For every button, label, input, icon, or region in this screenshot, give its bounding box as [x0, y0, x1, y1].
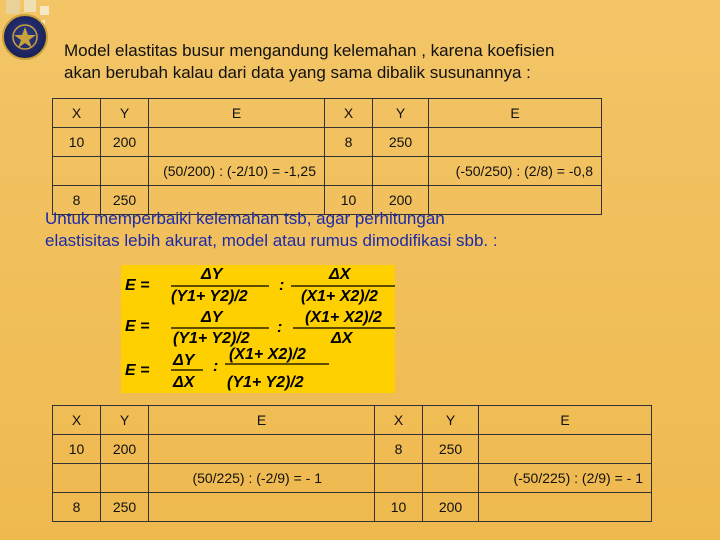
- cell: [53, 464, 101, 493]
- header-x: X: [53, 99, 101, 128]
- modification-note: [45, 208, 705, 252]
- elasticity-result: (50/225) : (-2/9) = - 1: [149, 464, 375, 493]
- cell: [375, 464, 423, 493]
- cell: [429, 128, 602, 157]
- header-e: E: [149, 406, 375, 435]
- cell: 10: [53, 435, 101, 464]
- slide-title: [64, 40, 714, 84]
- cell: 10: [53, 128, 101, 157]
- cell: 200: [101, 435, 149, 464]
- header-y: Y: [101, 99, 149, 128]
- header-e: E: [429, 99, 602, 128]
- title-line-1: Model elastitas busur mengandung kelemahan , karena koefisien: [64, 41, 555, 60]
- table-header-row: [53, 406, 652, 435]
- formula-box: [121, 265, 395, 393]
- decor-square: [24, 0, 36, 12]
- formula-colon-3: :: [213, 358, 219, 375]
- header-e: E: [479, 406, 652, 435]
- table-row: [53, 493, 652, 522]
- formula-yavg-2: (Y1+ Y2)/2: [173, 330, 250, 347]
- note-line-2: elastisitas lebih akurat, model atau rumus dimodifikasi sbb. :: [45, 231, 498, 250]
- cell: 250: [101, 493, 149, 522]
- cell: [53, 157, 101, 186]
- elasticity-result: (50/200) : (-2/10) = -1,25: [149, 157, 325, 186]
- decor-square: [6, 0, 20, 14]
- cell: [479, 493, 652, 522]
- formula-xavg-3: (X1+ X2)/2: [229, 346, 306, 363]
- cell: [101, 157, 149, 186]
- cell: 10: [325, 186, 373, 215]
- elasticity-table-1: [52, 98, 602, 215]
- formula-colon-1: :: [279, 277, 285, 294]
- cell: [479, 435, 652, 464]
- elasticity-result: (-50/250) : (2/8) = -0,8: [429, 157, 602, 186]
- cell: [423, 464, 479, 493]
- table-row: [53, 128, 602, 157]
- formula-e-3: E =: [125, 362, 150, 379]
- cell: [101, 464, 149, 493]
- cell: [373, 157, 429, 186]
- formula-yavg-3: (Y1+ Y2)/2: [227, 374, 304, 391]
- formula-colon-2: :: [277, 319, 283, 336]
- formula-dx-3: ΔX: [173, 374, 195, 391]
- header-x: X: [375, 406, 423, 435]
- header-x: X: [325, 99, 373, 128]
- decor-square: [40, 6, 49, 15]
- cell: 250: [101, 186, 149, 215]
- cell: 10: [375, 493, 423, 522]
- cell: 8: [53, 186, 101, 215]
- cell: 8: [53, 493, 101, 522]
- header-e: E: [149, 99, 325, 128]
- formula-xavg-2: (X1+ X2)/2: [305, 309, 382, 326]
- formula-dx-2: ΔX: [331, 330, 353, 347]
- cell: [149, 128, 325, 157]
- formula-e-2: E =: [125, 318, 150, 335]
- table-row: [53, 435, 652, 464]
- elasticity-result: (-50/225) : (2/9) = - 1: [479, 464, 652, 493]
- table-header-row: [53, 99, 602, 128]
- cell: [325, 157, 373, 186]
- cell: [149, 435, 375, 464]
- cell: 200: [373, 186, 429, 215]
- formula-dx-1: ΔX: [329, 266, 351, 283]
- formula-dy-3: ΔY: [173, 352, 195, 369]
- cell: 200: [101, 128, 149, 157]
- cell: 250: [423, 435, 479, 464]
- formula-dy-2: ΔY: [201, 309, 223, 326]
- header-y: Y: [423, 406, 479, 435]
- cell: 8: [375, 435, 423, 464]
- formula-graphic: [121, 265, 395, 393]
- formula-dy-1: ΔY: [201, 266, 223, 283]
- formula-yavg-1: (Y1+ Y2)/2: [171, 288, 248, 305]
- cell: 250: [373, 128, 429, 157]
- cell: 8: [325, 128, 373, 157]
- table-row: [53, 464, 652, 493]
- note-line-1: Untuk memperbaiki kelemahan tsb, agar perhitungan: [45, 209, 445, 228]
- formula-e-1: E =: [125, 277, 150, 294]
- header-y: Y: [101, 406, 149, 435]
- title-line-2: akan berubah kalau dari data yang sama dibalik susunannya :: [64, 63, 531, 82]
- header-x: X: [53, 406, 101, 435]
- university-logo: [2, 14, 48, 60]
- table-row: [53, 157, 602, 186]
- formula-xavg-1: (X1+ X2)/2: [301, 288, 378, 305]
- cell: 200: [423, 493, 479, 522]
- cell: [149, 493, 375, 522]
- header-y: Y: [373, 99, 429, 128]
- elasticity-table-2: [52, 405, 652, 522]
